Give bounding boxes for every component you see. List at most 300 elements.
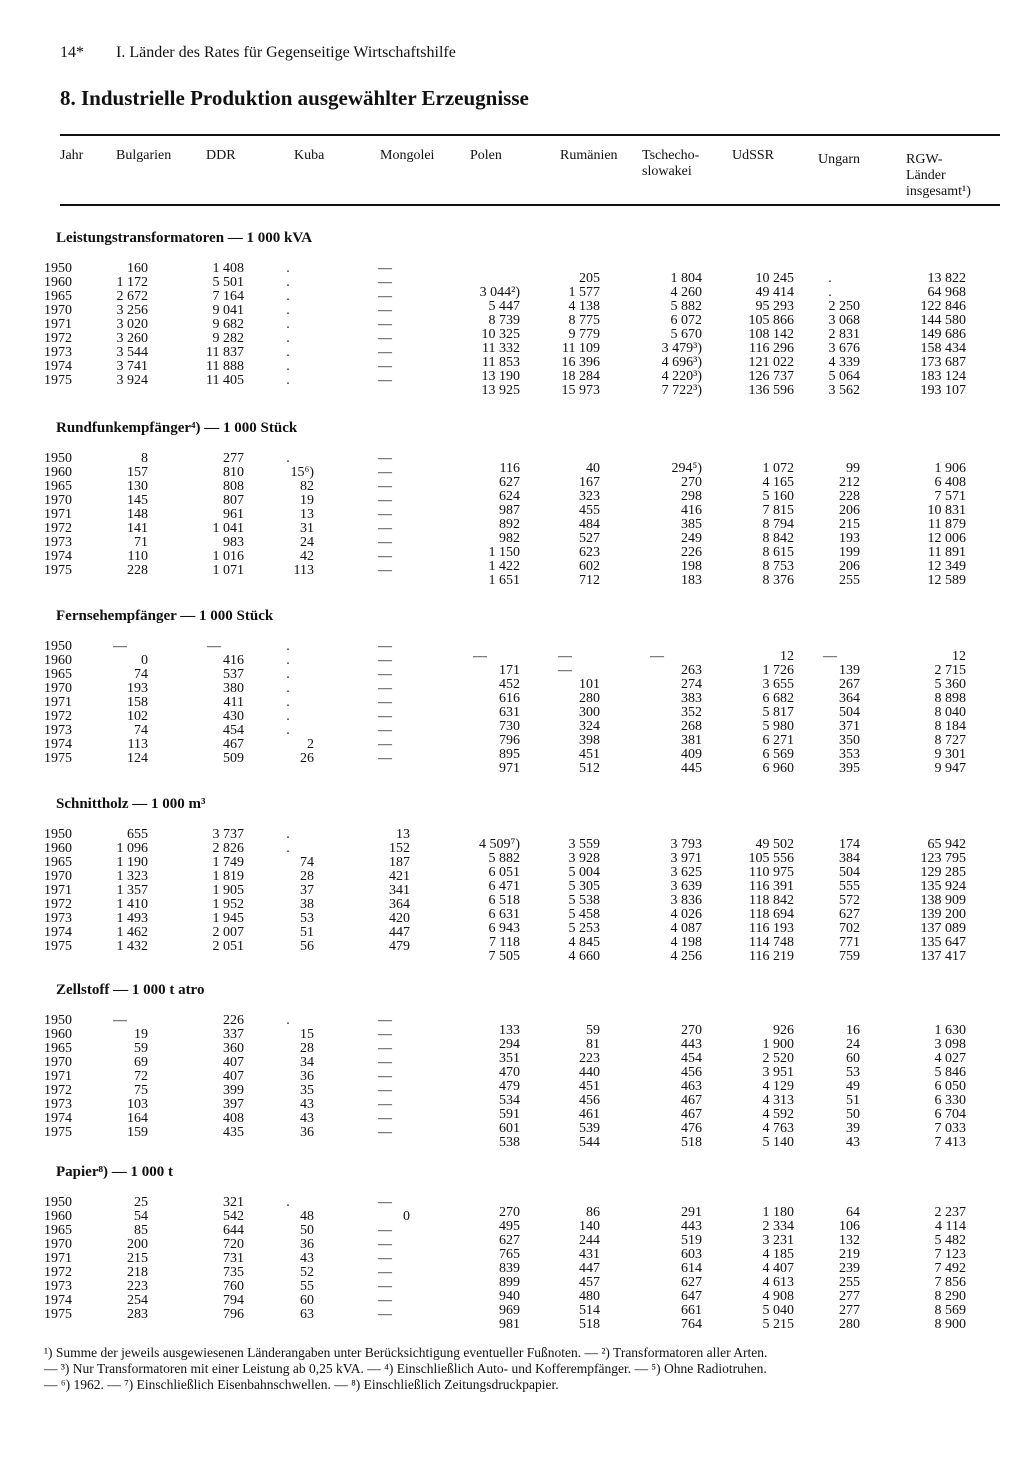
table-cell: 3 924 [116, 373, 148, 388]
table-cell: 411 [223, 695, 244, 710]
table-cell: 447 [579, 1261, 600, 1276]
table-cell: 36 [300, 1069, 314, 1084]
table-cell: 300 [579, 705, 600, 720]
table-cell: 484 [579, 517, 600, 532]
table-cell: 280 [579, 691, 600, 706]
table-cell: 765 [499, 1247, 520, 1262]
row-year: 1970 [44, 1237, 72, 1252]
table-cell: 3 676 [828, 341, 860, 356]
table-cell: 383 [681, 691, 702, 706]
table-cell: 137 417 [920, 949, 966, 964]
row-year: 1973 [44, 1279, 72, 1294]
table-cell: 11 853 [482, 355, 520, 370]
table-cell: 74 [300, 855, 314, 870]
table-cell: 158 [127, 695, 148, 710]
table-cell: 9 301 [934, 747, 966, 762]
table-cell: 116 [499, 461, 520, 476]
table-cell: 167 [579, 475, 600, 490]
table-cell: 720 [223, 1237, 244, 1252]
table-cell: 158 434 [920, 341, 966, 356]
table-cell: 11 891 [928, 545, 966, 560]
table-cell: 602 [579, 559, 600, 574]
table-cell: 174 [839, 837, 860, 852]
table-cell: 1 357 [116, 883, 148, 898]
table-cell: — [378, 1279, 392, 1294]
table-cell: 228 [839, 489, 860, 504]
table-cell: 380 [223, 681, 244, 696]
table-cell: 16 [846, 1023, 860, 1038]
table-cell: 148 [127, 507, 148, 522]
table-cell: 8 775 [568, 313, 600, 328]
table-cell: 463 [681, 1079, 702, 1094]
table-cell: 13 925 [481, 383, 520, 398]
table-cell: — [378, 493, 392, 508]
table-cell: 443 [681, 1037, 702, 1052]
table-cell: 1 172 [116, 275, 148, 290]
column-header-3: Kuba [294, 148, 325, 163]
table-cell: . [286, 275, 290, 290]
table-cell: 4 845 [568, 935, 600, 950]
table-cell: 3 559 [568, 837, 600, 852]
table-cell: 337 [223, 1027, 244, 1042]
table-cell: 969 [499, 1303, 520, 1318]
table-cell: 50 [846, 1107, 860, 1122]
table-cell: 35 [300, 1083, 314, 1098]
table-cell: 56 [300, 939, 314, 954]
table-cell: 1 408 [212, 261, 244, 276]
table-cell: 12 006 [927, 531, 966, 546]
table-cell: 476 [681, 1121, 702, 1136]
table-cell: 4 660 [568, 949, 600, 964]
table-cell: 454 [681, 1051, 702, 1066]
table-cell: 519 [681, 1233, 702, 1248]
table-cell: 244 [579, 1233, 600, 1248]
table-cell: 298 [681, 489, 702, 504]
table-cell: 4 114 [935, 1219, 966, 1234]
table-cell: — [650, 649, 664, 664]
table-cell: 771 [839, 935, 860, 950]
table-cell: 5 670 [670, 327, 702, 342]
table-cell: 60 [846, 1051, 860, 1066]
table-cell: — [378, 737, 392, 752]
table-cell: 4 129 [762, 1079, 794, 1094]
table-cell: 51 [300, 925, 314, 940]
table-cell: 82 [300, 479, 314, 494]
row-year: 1965 [44, 667, 72, 682]
table-cell: 1 651 [488, 573, 520, 588]
table-cell: 1 749 [212, 855, 244, 870]
table-cell: — [378, 695, 392, 710]
table-cell: . [286, 709, 290, 724]
table-cell: 539 [579, 1121, 600, 1136]
table-cell: 9 947 [934, 761, 966, 776]
table-cell: 350 [839, 733, 860, 748]
table-cell: 36 [300, 1237, 314, 1252]
table-cell: 267 [839, 677, 860, 692]
row-year: 1960 [44, 275, 72, 290]
table-cell: 495 [499, 1219, 520, 1234]
row-year: 1960 [44, 1209, 72, 1224]
row-year: 1975 [44, 1307, 72, 1322]
table-cell: 110 975 [749, 865, 794, 880]
table-cell: 277 [839, 1303, 860, 1318]
row-year: 1975 [44, 1125, 72, 1140]
table-cell: 25 [134, 1195, 148, 1210]
table-cell: — [378, 1125, 392, 1140]
row-year: 1972 [44, 897, 72, 912]
table-cell: — [378, 723, 392, 738]
table-cell: — [378, 317, 392, 332]
table-cell: 124 [127, 751, 148, 766]
table-cell: 228 [127, 563, 148, 578]
table-cell: 451 [579, 747, 600, 762]
table-cell: — [378, 653, 392, 668]
table-cell: 542 [223, 1209, 244, 1224]
table-cell: 215 [127, 1251, 148, 1266]
table-cell: 1 905 [212, 883, 244, 898]
table-cell: 796 [499, 733, 520, 748]
table-cell: — [113, 1013, 127, 1028]
table-cell: 1 726 [762, 663, 794, 678]
column-header-9: Ungarn [818, 152, 860, 167]
table-cell: — [378, 1027, 392, 1042]
table-cell: 1 819 [212, 869, 244, 884]
table-cell: 808 [223, 479, 244, 494]
table-cell: 1 462 [116, 925, 148, 940]
row-year: 1971 [44, 1069, 72, 1084]
table-cell: 12 [952, 649, 966, 664]
table-title: 8. Industrielle Produktion ausgewählter Erzeugnisse [60, 86, 529, 110]
row-year: 1973 [44, 1097, 72, 1112]
table-cell: 4 260 [670, 285, 702, 300]
table-cell: 206 [839, 503, 860, 518]
table-cell: 187 [389, 855, 410, 870]
table-cell: 114 748 [749, 935, 794, 950]
column-header-10: Länder [906, 168, 946, 183]
row-year: 1971 [44, 507, 72, 522]
table-cell: 8 376 [762, 573, 794, 588]
table-cell: 1 900 [762, 1037, 794, 1052]
table-cell: 796 [223, 1307, 244, 1322]
table-cell: 65 942 [927, 837, 966, 852]
table-cell: 6 960 [762, 761, 794, 776]
table-cell: 11 109 [562, 341, 600, 356]
table-cell: 74 [134, 723, 148, 738]
table-cell: 8 569 [934, 1303, 966, 1318]
table-cell: 85 [134, 1223, 148, 1238]
table-cell: 456 [579, 1093, 600, 1108]
table-cell: 43 [846, 1135, 860, 1150]
table-cell: 4 026 [670, 907, 702, 922]
table-cell: 40 [586, 461, 600, 476]
row-year: 1950 [44, 451, 72, 466]
table-cell: 555 [839, 879, 860, 894]
table-cell: 11 837 [206, 345, 244, 360]
header-rule [60, 204, 1000, 206]
table-cell: 6 569 [762, 747, 794, 762]
table-cell: 6 271 [762, 733, 794, 748]
table-cell: . [286, 345, 290, 360]
table-cell: 504 [839, 865, 860, 880]
column-header-7: slowakei [642, 164, 692, 179]
table-cell: 440 [579, 1065, 600, 1080]
table-cell: 3 971 [670, 851, 702, 866]
table-cell: 268 [681, 719, 702, 734]
table-cell: 1 071 [212, 563, 244, 578]
table-cell: 5 160 [762, 489, 794, 504]
table-cell: 135 647 [920, 935, 966, 950]
table-cell: 1 493 [116, 911, 148, 926]
table-cell: 270 [681, 475, 702, 490]
table-cell: 183 [681, 573, 702, 588]
table-cell: 983 [223, 535, 244, 550]
table-cell: 839 [499, 1261, 520, 1276]
row-year: 1950 [44, 639, 72, 654]
table-cell: 3 928 [568, 851, 600, 866]
column-header-7: Tschecho- [642, 148, 700, 163]
row-year: 1965 [44, 1041, 72, 1056]
table-cell: 74 [134, 667, 148, 682]
table-cell: — [378, 451, 392, 466]
table-cell: 430 [223, 709, 244, 724]
table-cell: 1 952 [212, 897, 244, 912]
table-cell: 1 422 [488, 559, 520, 574]
table-cell: 518 [681, 1135, 702, 1150]
table-cell: — [378, 1083, 392, 1098]
table-cell: 110 [127, 549, 148, 564]
column-header-2: DDR [206, 148, 236, 163]
table-cell: 409 [681, 747, 702, 762]
table-cell: — [378, 1293, 392, 1308]
table-cell: — [378, 1055, 392, 1070]
table-cell: — [378, 1237, 392, 1252]
table-cell: 13 822 [927, 271, 966, 286]
row-year: 1971 [44, 695, 72, 710]
table-cell: 3 260 [116, 331, 148, 346]
table-cell: 467 [681, 1093, 702, 1108]
table-cell: 627 [499, 475, 520, 490]
row-year: 1950 [44, 261, 72, 276]
table-cell: 627 [839, 907, 860, 922]
table-cell: — [378, 1195, 392, 1210]
table-cell: 3 068 [828, 313, 860, 328]
table-cell: 480 [579, 1289, 600, 1304]
table-cell: 52 [300, 1265, 314, 1280]
table-cell: 64 968 [927, 285, 966, 300]
table-cell: 226 [223, 1013, 244, 1028]
table-cell: 11 888 [206, 359, 244, 374]
table-cell: . [286, 289, 290, 304]
table-cell: 614 [681, 1261, 702, 1276]
table-cell: 3 256 [116, 303, 148, 318]
table-cell: 1 190 [116, 855, 148, 870]
table-cell: — [378, 289, 392, 304]
table-cell: 603 [681, 1247, 702, 1262]
table-cell: 4 165 [762, 475, 794, 490]
table-cell: 6 704 [934, 1107, 966, 1122]
table-cell: — [378, 1111, 392, 1126]
table-cell: 270 [499, 1205, 520, 1220]
top-rule [60, 134, 1000, 136]
table-cell: 102 [127, 709, 148, 724]
table-cell: 205 [579, 271, 600, 286]
table-cell: 7 164 [212, 289, 244, 304]
table-cell: 4 592 [762, 1107, 794, 1122]
table-cell: . [286, 667, 290, 682]
table-cell: — [113, 639, 127, 654]
table-cell: 352 [681, 705, 702, 720]
table-cell: 8 184 [934, 719, 966, 734]
table-cell: 130 [127, 479, 148, 494]
row-year: 1975 [44, 373, 72, 388]
table-cell: 407 [223, 1069, 244, 1084]
table-cell: 987 [499, 503, 520, 518]
table-cell: 764 [681, 1317, 702, 1332]
table-cell: 8 794 [762, 517, 794, 532]
table-cell: 7 118 [489, 935, 520, 950]
table-cell: 36 [300, 1125, 314, 1140]
table-cell: 512 [579, 761, 600, 776]
row-year: 1965 [44, 289, 72, 304]
table-cell: 385 [681, 517, 702, 532]
table-cell: — [378, 359, 392, 374]
table-cell: 810 [223, 465, 244, 480]
table-cell: . [286, 1013, 290, 1028]
row-year: 1974 [44, 925, 72, 940]
table-cell: 3 836 [670, 893, 702, 908]
table-cell: 6 682 [762, 691, 794, 706]
table-cell: 323 [579, 489, 600, 504]
table-cell: 43 [300, 1251, 314, 1266]
table-cell: — [207, 639, 221, 654]
table-cell: 7 413 [934, 1135, 966, 1150]
column-header-6: Rumänien [560, 148, 618, 163]
table-cell: 145 [127, 493, 148, 508]
section-title: Leistungstransformatoren — 1 000 kVA [56, 230, 313, 246]
table-cell: 395 [839, 761, 860, 776]
table-cell: 467 [681, 1107, 702, 1122]
table-cell: 152 [389, 841, 410, 856]
row-year: 1972 [44, 1083, 72, 1098]
row-year: 1970 [44, 303, 72, 318]
table-cell: 183 124 [920, 369, 966, 384]
table-cell: 6 408 [934, 475, 966, 490]
table-cell: 118 694 [749, 907, 794, 922]
table-cell: 518 [579, 1317, 600, 1332]
table-cell: . [828, 285, 832, 300]
table-cell: 3 737 [212, 827, 244, 842]
table-cell: . [286, 723, 290, 738]
table-cell: 661 [681, 1303, 702, 1318]
table-cell: 1 630 [934, 1023, 966, 1038]
table-cell: 10 245 [755, 271, 794, 286]
table-cell: 11 405 [206, 373, 244, 388]
table-cell: 53 [846, 1065, 860, 1080]
table-cell: 538 [499, 1135, 520, 1150]
row-year: 1960 [44, 653, 72, 668]
row-year: 1970 [44, 493, 72, 508]
table-cell: 69 [134, 1055, 148, 1070]
table-cell: 218 [127, 1265, 148, 1280]
table-cell: 254 [127, 1293, 148, 1308]
table-cell: 981 [499, 1317, 520, 1332]
table-cell: 2 672 [116, 289, 148, 304]
table-cell: 37 [300, 883, 314, 898]
table-cell: 341 [389, 883, 410, 898]
table-cell: 13 [300, 507, 314, 522]
table-cell: . [286, 303, 290, 318]
row-year: 1970 [44, 869, 72, 884]
table-cell: 509 [223, 751, 244, 766]
table-cell: 1 410 [116, 897, 148, 912]
table-cell: 164 [127, 1111, 148, 1126]
table-cell: 416 [223, 653, 244, 668]
table-cell: — [378, 1223, 392, 1238]
table-cell: 140 [579, 1219, 600, 1234]
table-cell: 3 098 [934, 1037, 966, 1052]
table-cell: 19 [134, 1027, 148, 1042]
table-cell: . [828, 271, 832, 286]
table-cell: — [378, 1251, 392, 1266]
table-cell: 116 193 [749, 921, 794, 936]
column-header-10: insgesamt¹) [906, 184, 971, 199]
table-cell: 353 [839, 747, 860, 762]
table-cell: 7 571 [934, 489, 966, 504]
table-cell: 6 631 [488, 907, 520, 922]
table-cell: 106 [839, 1219, 860, 1234]
table-cell: 452 [499, 677, 520, 692]
table-cell: 6 330 [934, 1093, 966, 1108]
table-cell: 623 [579, 545, 600, 560]
table-cell: 7 123 [934, 1247, 966, 1262]
table-cell: 5 846 [934, 1065, 966, 1080]
table-cell: 591 [499, 1107, 520, 1122]
column-header-4: Mongolei [380, 148, 435, 163]
table-cell: 4 339 [828, 355, 860, 370]
table-cell: 4 087 [670, 921, 702, 936]
table-cell: 28 [300, 1041, 314, 1056]
table-cell: 479 [389, 939, 410, 954]
table-cell: — [378, 479, 392, 494]
table-cell: 7 492 [934, 1261, 966, 1276]
table-cell: — [378, 465, 392, 480]
table-cell: 9 041 [212, 303, 244, 318]
table-cell: 8 842 [762, 531, 794, 546]
table-cell: 470 [499, 1065, 520, 1080]
table-cell: 3 639 [670, 879, 702, 894]
table-cell: 42 [300, 549, 314, 564]
table-cell: 8 727 [934, 733, 966, 748]
footnote-line-3: — ⁶) 1962. — ⁷) Einschließlich Eisenbahnschwellen. — ⁸) Einschließlich Zeitungsdruckpapier. [44, 1377, 559, 1392]
table-cell: 398 [579, 733, 600, 748]
row-year: 1971 [44, 1251, 72, 1266]
table-cell: 239 [839, 1261, 860, 1276]
table-cell: . [286, 261, 290, 276]
table-cell: . [286, 373, 290, 388]
table-cell: . [286, 639, 290, 654]
table-cell: 39 [846, 1121, 860, 1136]
table-cell: 364 [389, 897, 410, 912]
table-cell: 7 505 [488, 949, 520, 964]
table-cell: 443 [681, 1219, 702, 1234]
row-year: 1974 [44, 359, 72, 374]
table-cell: 647 [681, 1289, 702, 1304]
table-cell: 397 [223, 1097, 244, 1112]
row-year: 1971 [44, 883, 72, 898]
footnote-line-2: — ³) Nur Transformatoren mit einer Leistung ab 0,25 kVA. — ⁴) Einschließlich Auto- und Kofferempfänger. — ⁵) Ohne Radiotruhen. [44, 1361, 767, 1376]
table-cell: 159 [127, 1125, 148, 1140]
table-cell: 283 [127, 1307, 148, 1322]
